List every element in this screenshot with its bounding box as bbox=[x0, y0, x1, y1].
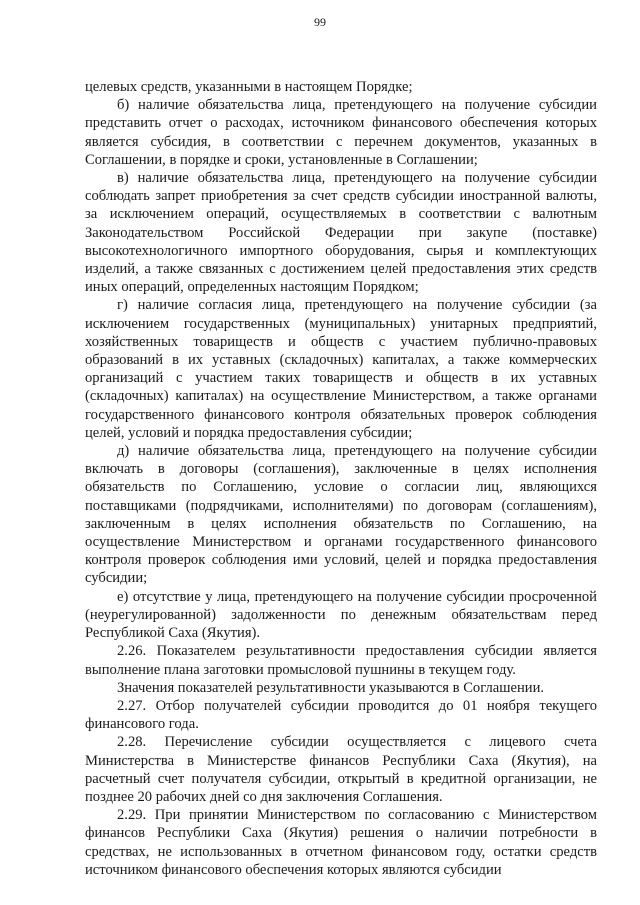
paragraph-item-v: в) наличие обязательства лица, претендующего на получение субсидии соблюдать запрет приобретения за счет средств субсидии иностранной валюты, за исключением операций, осуществляемых в соответствии с валютным Законодательством Российской Федерации при закупе (поставке) высокотехнологичного импортного оборудования, сырья и комплектующих изделий, а также связанных с достижением целей предоставления этих средств иных операций, определенных настоящим Порядком; bbox=[85, 170, 597, 296]
document-body bbox=[85, 78, 597, 879]
page-number: 99 bbox=[314, 15, 326, 29]
paragraph-2-27: 2.27. Отбор получателей субсидии проводится до 01 ноября текущего финансового года. bbox=[85, 697, 597, 733]
paragraph-2-29: 2.29. При принятии Министерством по согласованию с Министерством финансов Республики Саха (Якутия) решения о наличии потребности в средствах, не использованных в отчетном финансовом году, остатки средств источником финансового обеспечения которых являются субсидии bbox=[85, 807, 597, 878]
paragraph-item-d: д) наличие обязательства лица, претендующего на получение субсидии включать в договоры (соглашения), заключенные в целях исполнения обязательств по Соглашению, условие о согласии лиц, являющихся поставщиками (подрядчиками, исполнителями) по договорам (соглашениям), заключенным в целях исполнения обязательств по Соглашению, на осуществление Министерством и органами государственного финансового контроля проверок соблюдения ими условий, целей и порядка предоставления субсидии; bbox=[85, 443, 597, 587]
paragraph-item-b: б) наличие обязательства лица, претендующего на получение субсидии представить отчет о расходах, источником финансового обеспечения которых является субсидия, в соответствии с перечнем документов, указанных в Соглашении, в порядке и сроки, установленные в Соглашении; bbox=[85, 97, 597, 168]
paragraph-2-26: 2.26. Показателем результативности предоставления субсидии является выполнение плана заготовки промысловой пушнины в текущем году. bbox=[85, 643, 597, 678]
paragraph-item-g: г) наличие согласия лица, претендующего на получение субсидии (за исключением государственных (муниципальных) унитарных предприятий, хозяйственных товариществ и обществ с участием публично-правовых образований в их уставных (складочных) капиталах, а также коммерческих организаций с участием таких товариществ и обществ в их уставных (складочных) капиталах) на осуществление Министерством, а также органами государственного финансового контроля обязательных проверок соблюдения целей, условий и порядка предоставления субсидии; bbox=[85, 297, 597, 441]
paragraph-continuation: целевых средств, указанными в настоящем Порядке; bbox=[85, 79, 413, 95]
paragraph-indicator-values: Значения показателей результативности указываются в Соглашении. bbox=[117, 679, 545, 696]
paragraph-item-e: е) отсутствие у лица, претендующего на получение субсидии просроченной (неурегулированной) задолженности по денежным обязательствам перед Республикой Саха (Якутия). bbox=[85, 588, 597, 642]
paragraph-2-28: 2.28. Перечисление субсидии осуществляется с лицевого счета Министерства в Министерстве финансов Республики Саха (Якутия), на расчетный счет получателя субсидии, открытый в кредитной организации, не позднее 20 рабочих дней со дня заключения Соглашения. bbox=[85, 734, 597, 805]
